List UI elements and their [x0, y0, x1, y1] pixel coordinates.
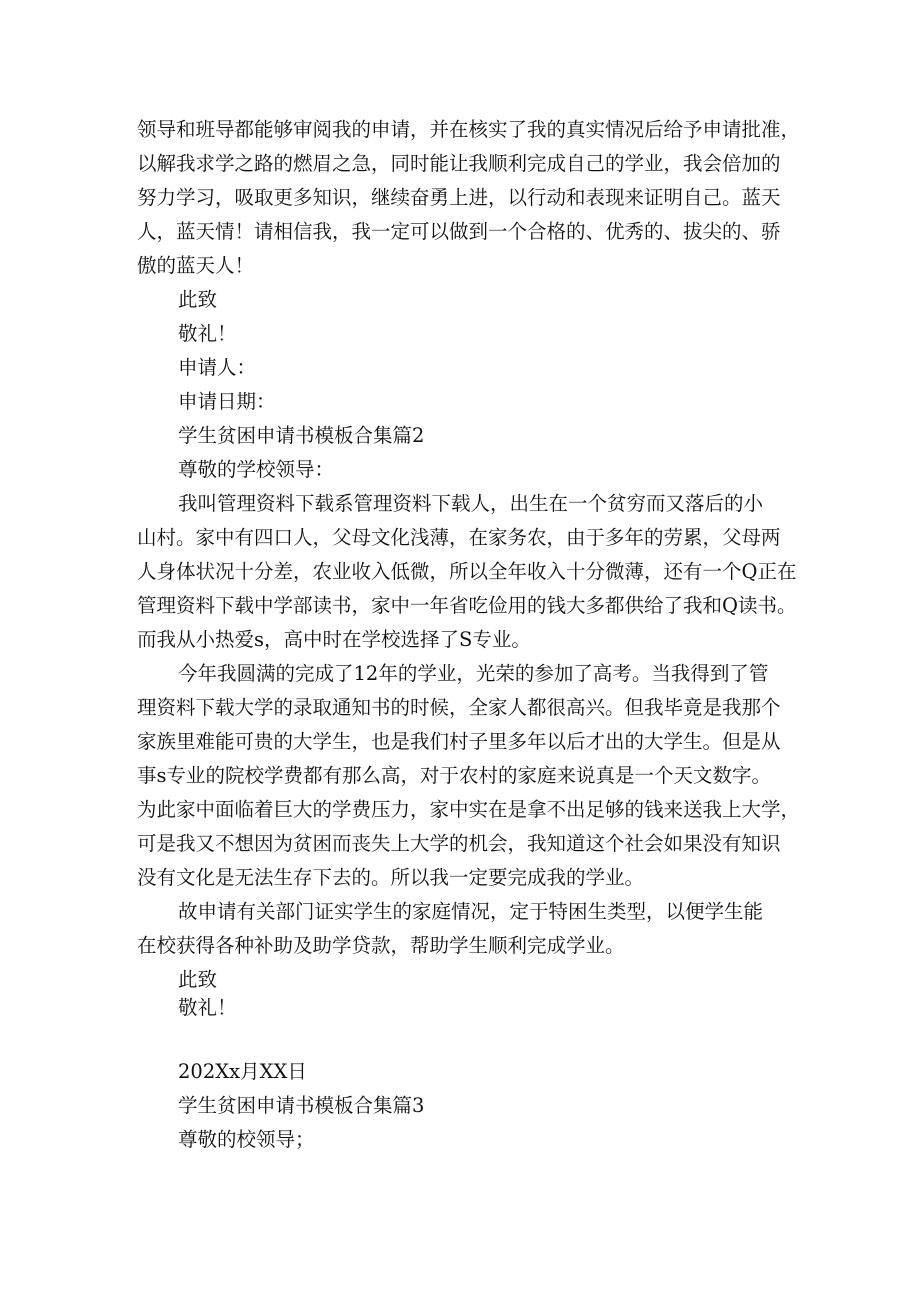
text-line: 管理资料下载中学部读书，家中一年省吃俭用的钱大多都供给了我和Q读书。	[137, 594, 797, 617]
greeting-line: 尊敬的学校领导：	[178, 458, 335, 481]
text-line: 人，蓝天情！请相信我，我一定可以做到一个合格的、优秀的、拔尖的、骄	[137, 220, 781, 243]
text-line: 为此家中面临着巨大的学费压力，家中实在是拿不出足够的钱来送我上大学，	[137, 798, 801, 821]
text-line: 今年我圆满的完成了12年的学业，光荣的参加了高考。当我得到了管	[178, 662, 769, 685]
closing-line: 此致	[178, 288, 218, 311]
text-line: 在校获得各种补助及助学贷款，帮助学生顺利完成学业。	[137, 934, 625, 957]
text-line: 事s专业的院校学费都有那么高，对于农村的家庭来说真是一个天文数字。	[137, 764, 772, 787]
text-line: 人身体状况十分差，农业收入低微，所以全年收入十分微薄，还有一个Q正在	[137, 560, 797, 583]
closing-line: 此致	[178, 968, 218, 991]
text-line: 努力学习，吸取更多知识，继续奋勇上进，以行动和表现来证明自己。蓝天	[137, 186, 781, 209]
text-line: 故申请有关部门证实学生的家庭情况，定于特困生类型，以便学生能	[178, 900, 764, 923]
text-line: 以解我求学之路的燃眉之急，同时能让我顺利完成自己的学业，我会倍加的	[137, 152, 781, 175]
text-line: 领导和班导都能够审阅我的申请，并在核实了我的真实情况后给予申请批准，	[137, 118, 801, 141]
text-line: 家族里难能可贵的大学生，也是我们村子里多年以后才出的大学生。但是从	[137, 730, 781, 753]
section-title: 学生贫困申请书模板合集篇2	[178, 424, 425, 447]
applicant-label: 申请人：	[178, 356, 257, 379]
salutation-line: 敬礼！	[178, 322, 237, 345]
date-line: 202Xx月XX日	[178, 1060, 307, 1083]
date-label: 申请日期：	[178, 390, 276, 413]
text-line: 没有文化是无法生存下去的。所以我一定要完成我的学业。	[137, 866, 645, 889]
greeting-line: 尊敬的校领导；	[178, 1128, 315, 1151]
text-line: 山村。家中有四口人，父母文化浅薄，在家务农，由于多年的劳累，父母两	[137, 526, 781, 549]
text-line: 可是我又不想因为贫困而丧失上大学的机会，我知道这个社会如果没有知识	[137, 832, 781, 855]
text-line: 而我从小热爱s，高中时在学校选择了S专业。	[137, 628, 531, 651]
salutation-line: 敬礼！	[178, 996, 237, 1019]
section-title: 学生贫困申请书模板合集篇3	[178, 1094, 425, 1117]
text-line: 理资料下载大学的录取通知书的时候，全家人都很高兴。但我毕竟是我那个	[137, 696, 781, 719]
text-line: 傲的蓝天人！	[137, 254, 255, 277]
text-line: 我叫管理资料下载系管理资料下载人，出生在一个贫穷而又落后的小	[178, 492, 764, 515]
